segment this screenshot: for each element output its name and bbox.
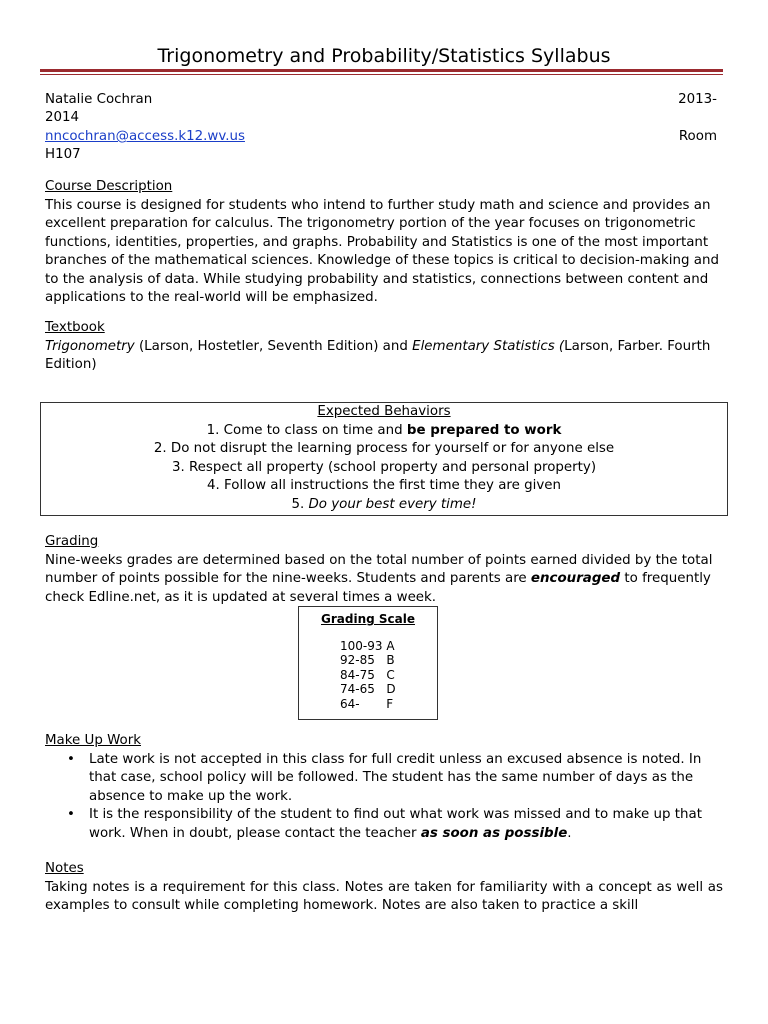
textbook-title-1: Trigonometry [45,338,135,354]
behavior-item-5: 5. Do your best every time! [291,496,477,512]
makeup-bullet-1: • Late work is not accepted in this class for full credit unless an excused absence is noted. In that case, school policy will be followed. The student has the same number of days as the absence to make up the work. [45,751,723,807]
title-rule-thick [40,69,723,72]
makeup-heading: Make Up Work [45,733,141,748]
title-rule-thin [40,74,723,75]
school-year-end: 2014 [45,110,80,125]
grading-scale-row: 64- F [340,696,394,711]
notes-section [45,860,723,916]
makeup-bullet-2: • It is the responsibility of the student to find out what work was missed and to make up that work. When in doubt, please contact the teacher as soon as possible. [45,806,723,843]
makeup-section [45,732,723,843]
behaviors-heading: Expected Behaviors [317,404,451,419]
expected-behaviors-box [40,402,728,516]
grading-scale-box [298,606,438,720]
teacher-row [45,91,717,110]
textbook-body [45,338,723,375]
grading-scale-heading: Grading Scale [321,612,415,626]
grading-heading: Grading [45,534,99,549]
grading-section [45,533,723,607]
behavior-item-1: 1. Come to class on time and be prepared to work [206,422,562,438]
email-row [45,128,717,147]
course-description-heading: Course Description [45,179,173,194]
page-title: Trigonometry and Probability/Statistics Syllabus [157,45,611,67]
textbook-heading: Textbook [45,320,105,335]
grading-scale-row: 74-65 D [340,682,396,696]
textbook-authors-1: (Larson, Hostetler, Seventh Edition) and [134,338,413,354]
notes-body: Taking notes is a requirement for this class. Notes are taken for familiarity with a concept as well as examples to consult while completing homework. Notes are also taken to practice a skill [45,879,723,913]
room-row [45,146,717,165]
grading-scale-row: 100-93 A [340,638,395,653]
school-year-start: 2013- [678,92,717,107]
year-row [45,109,717,128]
teacher-email-link[interactable]: nncochran@access.k12.wv.us [45,129,245,144]
textbook-section [45,319,723,375]
room-number: H107 [45,147,81,162]
course-description-section [45,178,723,308]
textbook-authors-2: Larson, Farber. Fourth Edition) [45,338,711,372]
teacher-name: Natalie Cochran [45,92,153,107]
grading-body: Nine-weeks grades are determined based on the total number of points earned divided by the total number of points possible for the nine-weeks. Students and parents are encouraged to frequently check Edline.net, as it is updated at several times a week. [45,552,713,605]
behavior-item-4: 4. Follow all instructions the first time they are given [207,478,561,493]
course-description-body: This course is designed for students who intend to further study math and science and provides an excellent preparation for calculus. The trigonometry portion of the year focuses on trigonometric functions, identities, properties, and graphs. Probability and Statistics is one of the most important branches of the mathematical sciences. Knowledge of these topics is critical to decision-making and to the analysis of data. While studying probability and statistics, connections between content and applications to the real-world will be emphasized. [45,197,719,305]
grading-scale-row: 92-85 B [340,653,395,667]
makeup-list [45,751,723,844]
room-label: Room [678,129,717,144]
behavior-item-3: 3. Respect all property (school property and personal property) [171,459,597,475]
notes-heading: Notes [45,861,84,876]
textbook-title-2: Elementary Statistics ( [412,338,565,354]
grading-scale-row: 84-75 C [340,667,395,682]
behavior-item-2: 2. Do not disrupt the learning process for yourself or for anyone else [153,441,615,456]
